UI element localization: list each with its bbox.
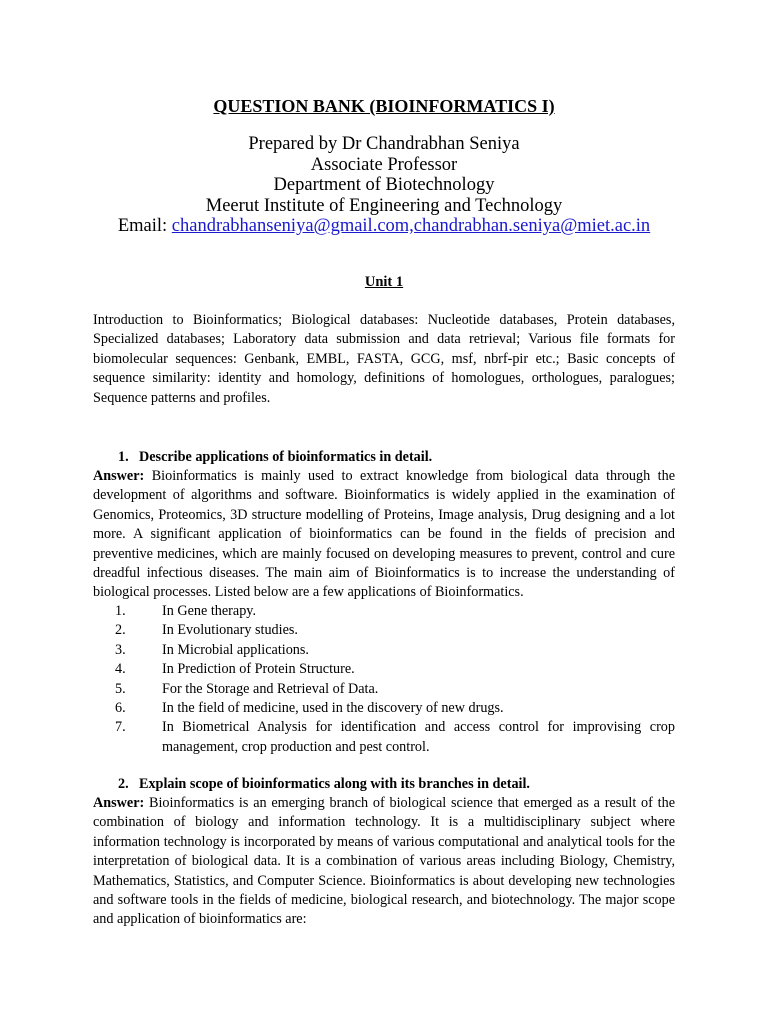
list-item-number: 1.: [115, 603, 126, 619]
email-label: Email:: [117, 216, 172, 236]
question-heading: [118, 776, 530, 793]
list-item-text: In Biometrical Analysis for identification and access control for improvising crop management, crop production and pest control.: [162, 719, 675, 755]
designation: Associate Professor: [310, 154, 458, 175]
email-link[interactable]: chandrabhanseniya@gmail.com,chandrabhan.seniya@miet.ac.in: [171, 216, 651, 236]
list-item: [93, 718, 675, 757]
list-item-text: For the Storage and Retrieval of Data.: [162, 680, 379, 697]
list-item-number: 2.: [115, 622, 126, 639]
list-item-text: In Gene therapy.: [162, 603, 257, 619]
question-number: 2.: [118, 776, 129, 792]
department: Department of Biotechnology: [273, 175, 495, 195]
prepared-by: Prepared by Dr Chandrabhan Seniya: [248, 134, 520, 154]
page-title: QUESTION BANK (BIOINFORMATICS I): [213, 96, 555, 116]
answer-label: Answer:: [93, 468, 145, 484]
list-item-number: 7.: [115, 719, 126, 736]
list-item-number: 5.: [115, 680, 126, 697]
unit-syllabus: Introduction to Bioinformatics; Biological databases: Nucleotide databases, Protein databases, Specialized databases; Laboratory data submission and data retrieval; Various file formats for biomolecular sequences: Genbank, EMBL, FASTA, GCG, msf, nbrf-pir etc.; Basic concepts of sequence similarity: identity and homology, definitions of homologues, orthologues, paralogues; Sequence patterns and profiles.: [93, 312, 675, 406]
answer-text: Bioinformatics is an emerging branch of biological science that emerged as a result of the combination of biology and information technology. It is a multidisciplinary subject where information technology is incorporated by means of various computational and analytical tools for the interpretation of biological data. It is a combination of various areas including Biology, Chemistry, Mathematics, Statistics, and Computer Science. Bioinformatics is about developing new technologies and software tools in the fields of medicine, biological research, and biotechnology. The major scope and application of bioinformatics are:: [93, 795, 675, 928]
list-item-text: In the field of medicine, used in the discovery of new drugs.: [162, 700, 504, 717]
list-item: [93, 699, 675, 718]
list-item-number: 6.: [115, 700, 126, 717]
question-number: 1.: [118, 449, 129, 465]
answer-paragraph: [93, 794, 675, 930]
question-heading: [118, 449, 432, 466]
list-item: [93, 621, 675, 640]
author-header: [0, 134, 768, 237]
list-item-text: In Microbial applications.: [162, 641, 309, 658]
institute: Meerut Institute of Engineering and Technology: [205, 195, 563, 216]
list-item-text: In Evolutionary studies.: [162, 622, 298, 639]
list-item-number: 3.: [115, 641, 126, 658]
question-text: Explain scope of bioinformatics along with its branches in detail.: [139, 776, 530, 792]
list-item: [93, 641, 675, 660]
answer-label: Answer:: [93, 795, 145, 811]
list-item: [93, 680, 675, 699]
answer-paragraph: [93, 467, 675, 603]
list-item: [93, 660, 675, 679]
list-item-number: 4.: [115, 661, 126, 678]
unit-heading: Unit 1: [364, 274, 404, 290]
list-item-text: In Prediction of Protein Structure.: [162, 661, 355, 678]
list-item: [93, 602, 675, 621]
applications-list: [93, 602, 675, 757]
email-line: [0, 216, 768, 237]
answer-text: Bioinformatics is mainly used to extract knowledge from biological data through the development of algorithms and software. Bioinformatics is widely applied in the examination of Genomics, Proteomics, 3D structure modelling of Proteins, Image analysis, Drug designing and a lot more. A significant application of bioinformatics can be found in the fields of precision and preventive medicines, which are mainly focused on developing measures to prevent, control and cure dreadful infectious diseases. The main aim of Bioinformatics is to increase the understanding of biological processes. Listed below are a few applications of Bioinformatics.: [93, 468, 675, 601]
question-text: Describe applications of bioinformatics in detail.: [139, 449, 433, 465]
